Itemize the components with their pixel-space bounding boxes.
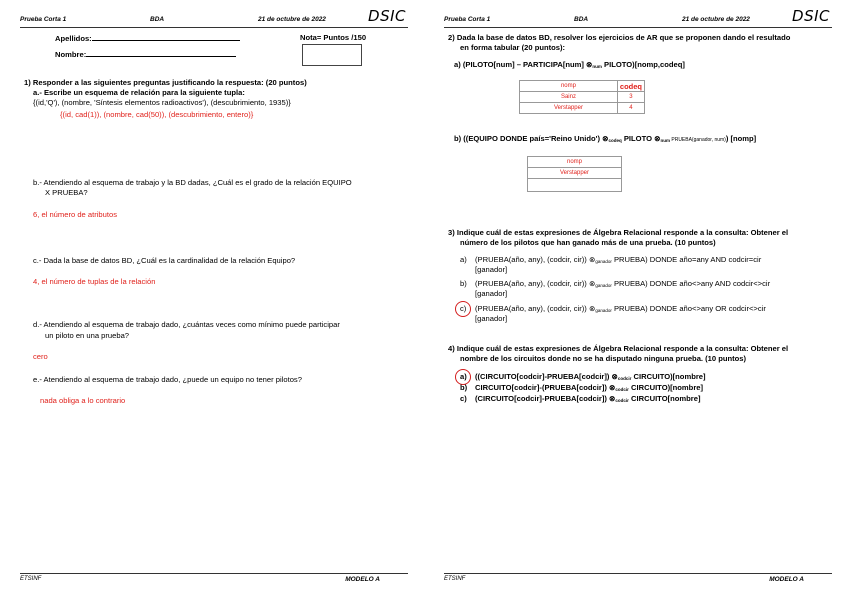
subject-name: BDA — [150, 16, 165, 23]
qd-text-1: d.- Atendiendo al esquema de trabajo dado, ¿cuántas veces como mínimo puede participar — [33, 320, 340, 329]
exam-date: 21 de octubre de 2022 — [258, 16, 326, 23]
q3-option-a-tail: [ganador] — [475, 265, 508, 274]
join-icon: ⊗ — [588, 279, 596, 288]
join-icon: ⊗ — [588, 304, 596, 313]
q2-title-2: en forma tabular (20 puntos): — [460, 43, 566, 52]
q3-option-c-tail: [ganador] — [475, 314, 508, 323]
q2b-expression: b) ((EQUIPO DONDE país='Reino Unido') $\otimes_{codeq}$ PILOTO $\otimes_{num}$ PRUEBA(ganador, num)) [nomp] — [454, 134, 757, 143]
course-name: Prueba Corta 1 — [20, 16, 67, 23]
table-header-cell: nomp — [520, 81, 618, 92]
join-icon: ⊗ — [588, 255, 596, 264]
q1-title: 1) Responder a las siguientes preguntas justificando la respuesta: (20 puntos) — [24, 78, 307, 87]
page-header — [444, 7, 832, 27]
option-letter: b) — [460, 279, 467, 288]
option-letter: c) — [460, 304, 467, 313]
qd-text-2: un piloto en una prueba? — [45, 331, 130, 340]
course-name: Prueba Corta 1 — [444, 16, 491, 23]
table-header-row — [528, 157, 622, 168]
table-cell: 3 — [617, 92, 644, 103]
exam-date: 21 de octubre de 2022 — [682, 16, 750, 23]
dsic-logo: DSIC — [792, 7, 830, 25]
join-icon: ⊗ — [611, 372, 618, 381]
table-row — [520, 92, 645, 103]
table-row — [520, 103, 645, 114]
q3-option-a[interactable]: a) (PRUEBA(año, any), (codcir, cir)) $\otimes_{ganador}$ PRUEBA) DONDE año=any AND codcir=cir — [460, 255, 762, 264]
table-cell: 4 — [617, 103, 644, 114]
table-header-row — [520, 81, 645, 92]
nombre-label: Nombre: — [55, 50, 87, 59]
header-rule — [444, 27, 832, 28]
join-icon: ⊗ — [654, 134, 661, 143]
header-rule — [20, 27, 408, 28]
q2-title-1: 2) Dada la base de datos BD, resolver los ejercicios de AR que se proponen dando el resultado — [448, 33, 791, 42]
qc-answer: 4, el número de tuplas de la relación — [33, 277, 156, 286]
qe-text: e.- Atendiendo al esquema de trabajo dado, ¿puede un equipo no tener pilotos? — [33, 375, 302, 384]
table-row — [528, 179, 622, 192]
join-icon: ⊗ — [609, 383, 616, 392]
result-table-a — [519, 80, 645, 114]
option-letter: a) — [460, 372, 467, 381]
result-table-b — [527, 156, 622, 192]
qb-text-2: X PRUEBA? — [45, 188, 88, 197]
exam-model: MODELO A — [345, 576, 380, 583]
option-letter: c) — [460, 394, 467, 403]
nota-label: Nota= Puntos /150 — [300, 33, 367, 42]
right-page — [424, 0, 848, 599]
join-icon: ⊗ — [609, 394, 616, 403]
qb-text-1: b.- Atendiendo al esquema de trabajo y la BD dadas, ¿Cuál es el grado de la relación EQUIPO — [33, 178, 352, 187]
table-header-cell: codeq — [617, 81, 644, 92]
q4-option-a[interactable]: a) ((CIRCUITO[codcir]-PRUEBA[codcir]) $\otimes_{codcir}$ CIRCUITO)[nombre] — [460, 372, 706, 381]
qa-answer: {(id, cad(1)), (nombre, cad(50)), (descubrimiento, entero)} — [60, 110, 254, 119]
qb-answer: 6, el número de atributos — [33, 210, 118, 219]
nota-box[interactable] — [302, 44, 362, 66]
q4-option-c[interactable]: c) (CIRCUITO[codcir]-PRUEBA[codcir]) $\otimes_{codcir}$ CIRCUITO[nombre] — [460, 394, 701, 403]
nombre-field[interactable] — [55, 50, 236, 60]
table-header-cell: nomp — [528, 157, 622, 168]
q4-option-b[interactable]: b) CIRCUITO[codcir]-(PRUEBA[codcir]) $\otimes_{codcir}$ CIRCUITO)[nombre] — [460, 383, 704, 392]
q3-title-1: 3) Indique cuál de estas expresiones de Álgebra Relacional responde a la consulta: Obtener el — [448, 228, 789, 237]
table-cell: Sainz — [520, 92, 618, 103]
page-footer — [20, 576, 408, 582]
qe-answer: nada obliga a lo contrario — [40, 396, 126, 405]
qd-answer: cero — [33, 352, 48, 361]
join-icon: ⊗ — [602, 134, 609, 143]
page-header — [20, 7, 408, 27]
table-row — [528, 168, 622, 179]
q4-title-1: 4) Indique cuál de estas expresiones de Álgebra Relacional responde a la consulta: Obtener el — [448, 344, 789, 353]
qa-tuple: {(id,'Q'), (nombre, 'Síntesis elementos radioactivos'), (descubrimiento, 1935)} — [33, 98, 291, 107]
q3-title-2: número de los pilotos que han ganado más de una prueba. (10 puntos) — [460, 238, 716, 247]
dsic-logo: DSIC — [368, 7, 406, 25]
page-footer — [444, 576, 832, 582]
table-cell: Verstapper — [520, 103, 618, 114]
school-name: ETSINF — [444, 576, 466, 582]
exam-model: MODELO A — [769, 576, 804, 583]
school-name: ETSINF — [20, 576, 42, 582]
q3-option-b[interactable]: b) (PRUEBA(año, any), (codcir, cir)) $\otimes_{ganador}$ PRUEBA) DONDE año<>any AND codcir<>cir — [460, 279, 771, 288]
option-letter: a) — [460, 255, 467, 264]
subject-name: BDA — [574, 16, 589, 23]
apellidos-label: Apellidos: — [55, 34, 92, 43]
q2a-expression: a) (PILOTO[num] – PARTICIPA[num] $\otimes_{num}$ PILOTO)[nomp,codeq] — [454, 60, 685, 69]
table-cell — [528, 179, 622, 192]
q3-option-b-tail: [ganador] — [475, 289, 508, 298]
table-cell: Verstapper — [528, 168, 622, 179]
qa-text: a.- Escribe un esquema de relación para la siguiente tupla: — [33, 88, 245, 97]
footer-rule — [444, 573, 832, 574]
join-icon: ⊗ — [586, 60, 593, 69]
option-letter: b) — [460, 383, 468, 392]
q4-title-2: nombre de los circuitos donde no se ha disputado ninguna prueba. (10 puntos) — [460, 354, 747, 363]
footer-rule — [20, 573, 408, 574]
qc-text: c.- Dada la base de datos BD, ¿Cuál es la cardinalidad de la relación Equipo? — [33, 256, 296, 265]
apellidos-field[interactable] — [55, 34, 240, 44]
q3-option-c[interactable]: c) (PRUEBA(año, any), (codcir, cir)) $\otimes_{ganador}$ PRUEBA) DONDE año<>any OR codcir<>cir — [460, 304, 766, 313]
